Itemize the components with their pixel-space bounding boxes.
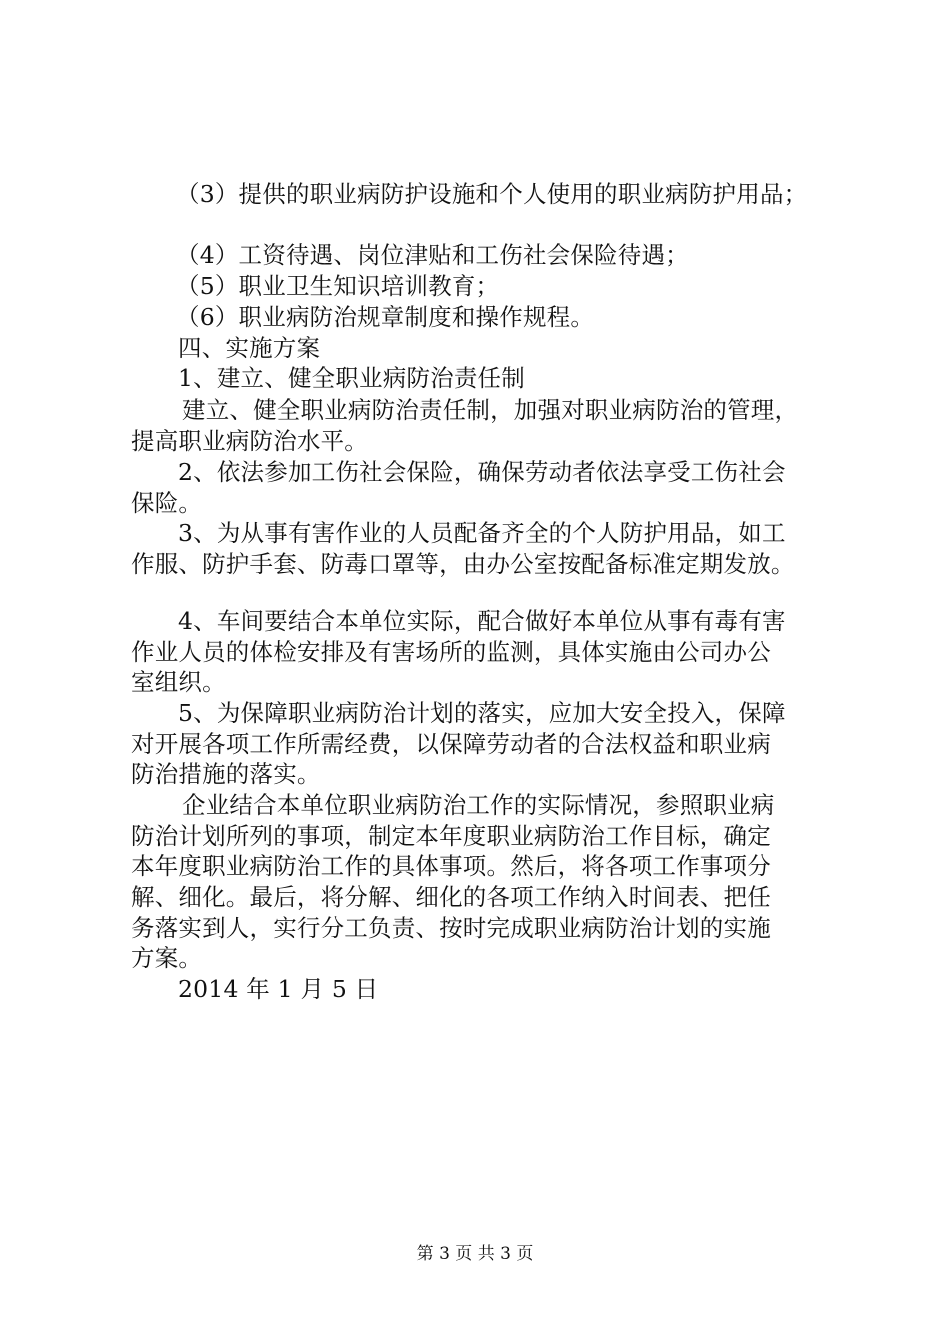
paragraph-5-line-2: 对开展各项工作所需经费，以保障劳动者的合法权益和职业病 [131,730,771,758]
paragraph-6-line-6: 方案。 [131,944,203,972]
item-4-wages-insurance: （4）工资待遇、岗位津贴和工伤社会保险待遇； [176,241,689,269]
item-5-training: （5）职业卫生知识培训教育； [176,272,500,300]
paragraph-6-line-5: 务落实到人，实行分工负责、按时完成职业病防治计划的实施 [131,914,771,942]
item-6-regulations: （6）职业病防治规章制度和操作规程。 [176,303,595,331]
paragraph-2-line-2: 保险。 [131,489,203,517]
paragraph-5-line-3: 防治措施的落实。 [131,760,321,788]
paragraph-5-line-1: 5、为保障职业病防治计划的落实，应加大安全投入，保障 [178,699,786,727]
paragraph-6-line-2: 防治计划所列的事项，制定本年度职业病防治工作目标，确定 [131,822,771,850]
paragraph-4-line-1: 4、车间要结合本单位实际，配合做好本单位从事有毒有害 [178,607,786,635]
paragraph-4-line-3: 室组织。 [131,668,226,696]
paragraph-4-line-2: 作业人员的体检安排及有害场所的监测，具体实施由公司办公 [131,638,771,666]
paragraph-6-line-4: 解、细化。最后，将分解、细化的各项工作纳入时间表、把任 [131,883,771,911]
paragraph-3-line-1: 3、为从事有害作业的人员配备齐全的个人防护用品，如工 [178,519,786,547]
page-number-footer: 第 3 页 共 3 页 [416,1244,534,1264]
document-date: 2014 年 1 月 5 日 [178,975,379,1003]
item-3-protective-equipment: （3）提供的职业病防护设施和个人使用的职业病防护用品； [176,180,808,208]
paragraph-6-line-1: 企业结合本单位职业病防治工作的实际情况，参照职业病 [182,791,775,819]
paragraph-2-line-1: 2、依法参加工伤社会保险，确保劳动者依法享受工伤社会 [178,458,786,486]
subheading-1-responsibility: 1、建立、健全职业病防治责任制 [178,364,525,392]
section-heading-implementation: 四、实施方案 [178,334,321,362]
paragraph-1-line-2: 提高职业病防治水平。 [131,427,368,455]
paragraph-3-line-2: 作服、防护手套、防毒口罩等，由办公室按配备标准定期发放。 [131,550,795,578]
paragraph-6-line-3: 本年度职业病防治工作的具体事项。然后，将各项工作事项分 [131,852,771,880]
paragraph-1-line-1: 建立、健全职业病防治责任制，加强对职业病防治的管理， [182,396,799,424]
